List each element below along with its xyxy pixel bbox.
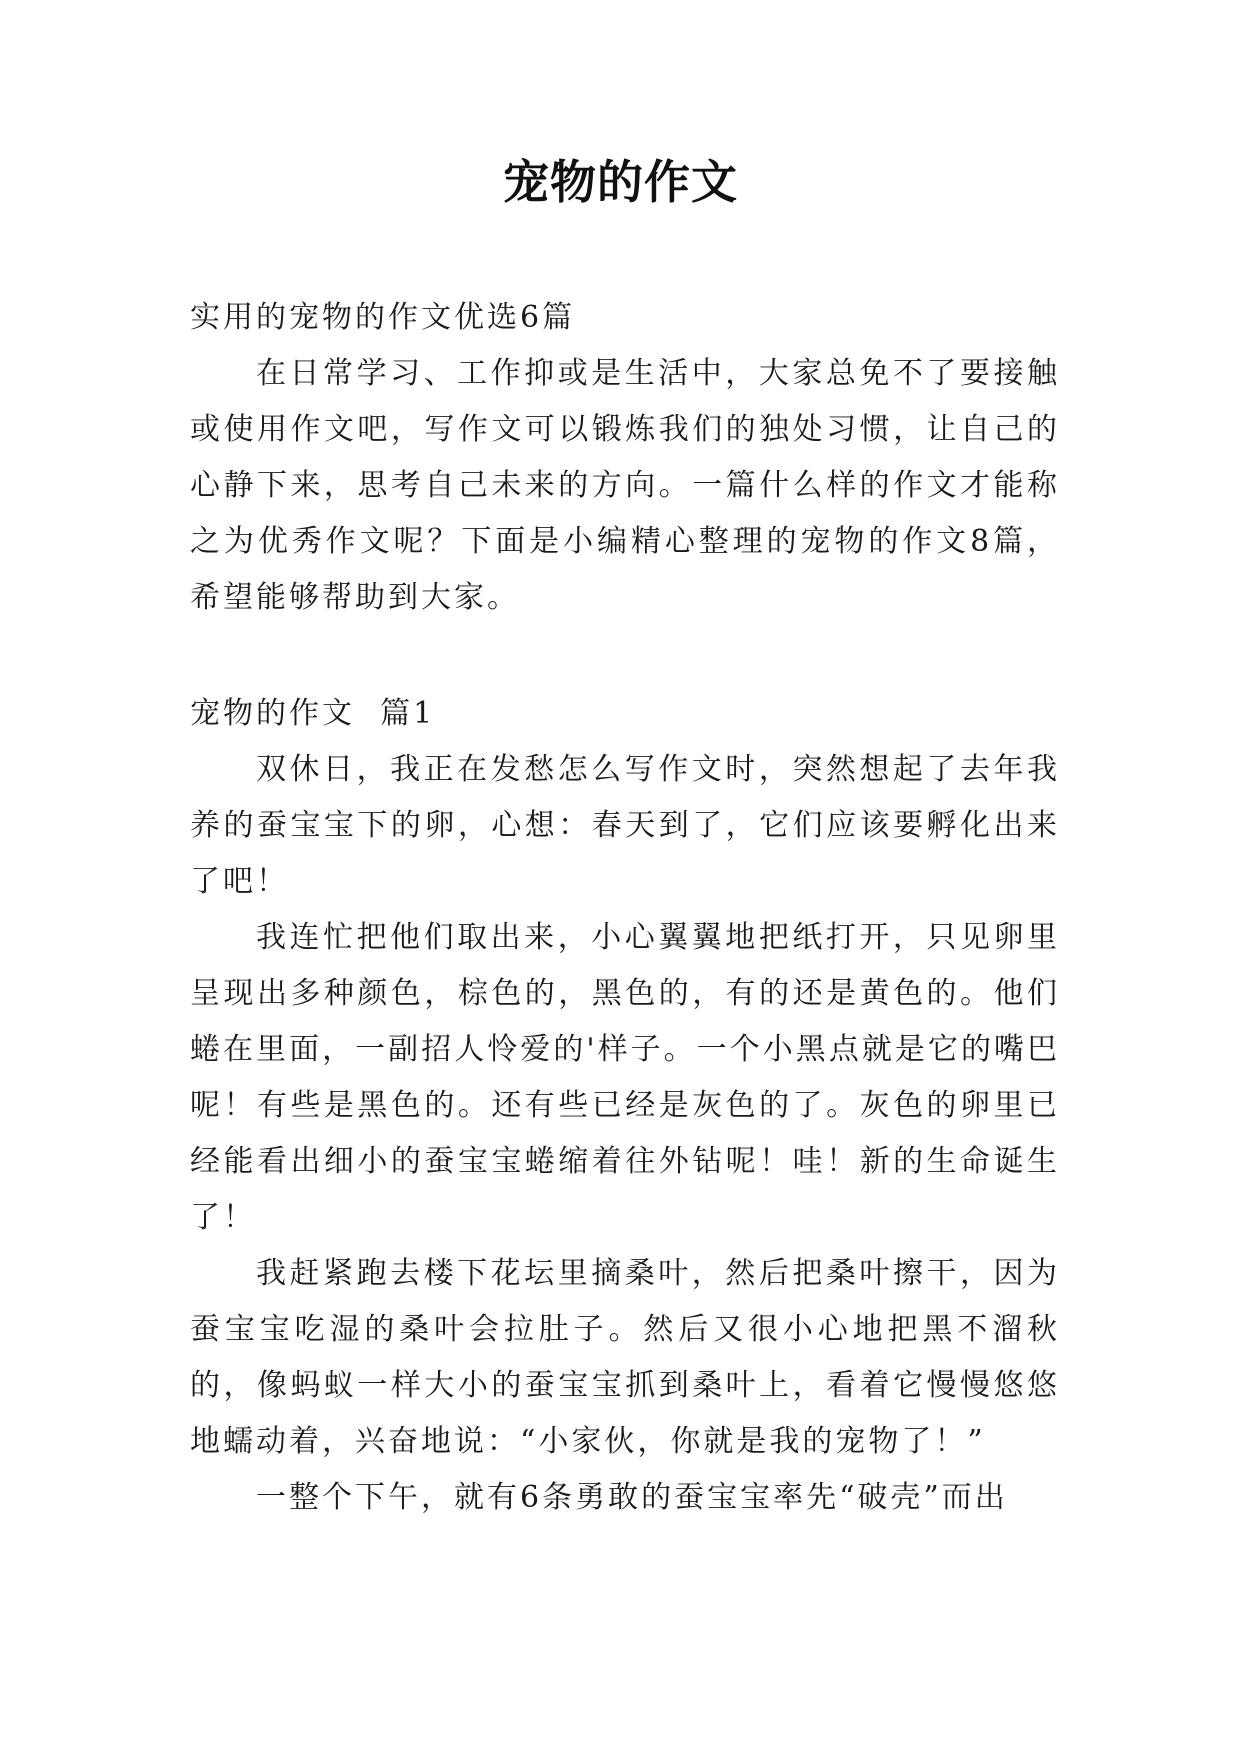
document-subtitle: 实用的宠物的作文优选6篇	[190, 300, 576, 335]
document-body	[190, 290, 1060, 1526]
document-title: 宠物的作文	[503, 155, 738, 209]
section-spacer	[190, 626, 1060, 686]
body-paragraph-1: 双休日，我正在发愁怎么写作文时，突然想起了去年我养的蚕宝宝下的卵，心想：春天到了，它们应该要孵化出来了吧！	[190, 752, 1060, 899]
body-paragraph-2: 我连忙把他们取出来，小心翼翼地把纸打开，只见卵里呈现出多种颜色，棕色的，黑色的，有的还是黄色的。他们蜷在里面，一副招人怜爱的'样子。一个小黑点就是它的嘴巴呢！有些是黑色的。还有些已经是灰色的了。灰色的卵里已经能看出细小的蚕宝宝蜷缩着往外钻呢！哇！新的生命诞生了！	[190, 920, 1060, 1235]
body-paragraph-4: 一整个下午，就有6条勇敢的蚕宝宝率先“破壳”而出	[256, 1480, 1008, 1515]
body-paragraph-3: 我赶紧跑去楼下花坛里摘桑叶，然后把桑叶擦干，因为蚕宝宝吃湿的桑叶会拉肚子。然后又很小心地把黑不溜秋的，像蚂蚁一样大小的蚕宝宝抓到桑叶上，看着它慢慢悠悠地蠕动着，兴奋地说：“小家伙，你就是我的宠物了！”	[190, 1256, 1060, 1459]
intro-paragraph: 在日常学习、工作抑或是生活中，大家总免不了要接触或使用作文吧，写作文可以锻炼我们的独处习惯，让自己的心静下来，思考自己未来的方向。一篇什么样的作文才能称之为优秀作文呢？下面是小编精心整理的宠物的作文8篇，希望能够帮助到大家。	[190, 356, 1060, 615]
section-heading: 宠物的作文 篇1	[190, 696, 436, 731]
